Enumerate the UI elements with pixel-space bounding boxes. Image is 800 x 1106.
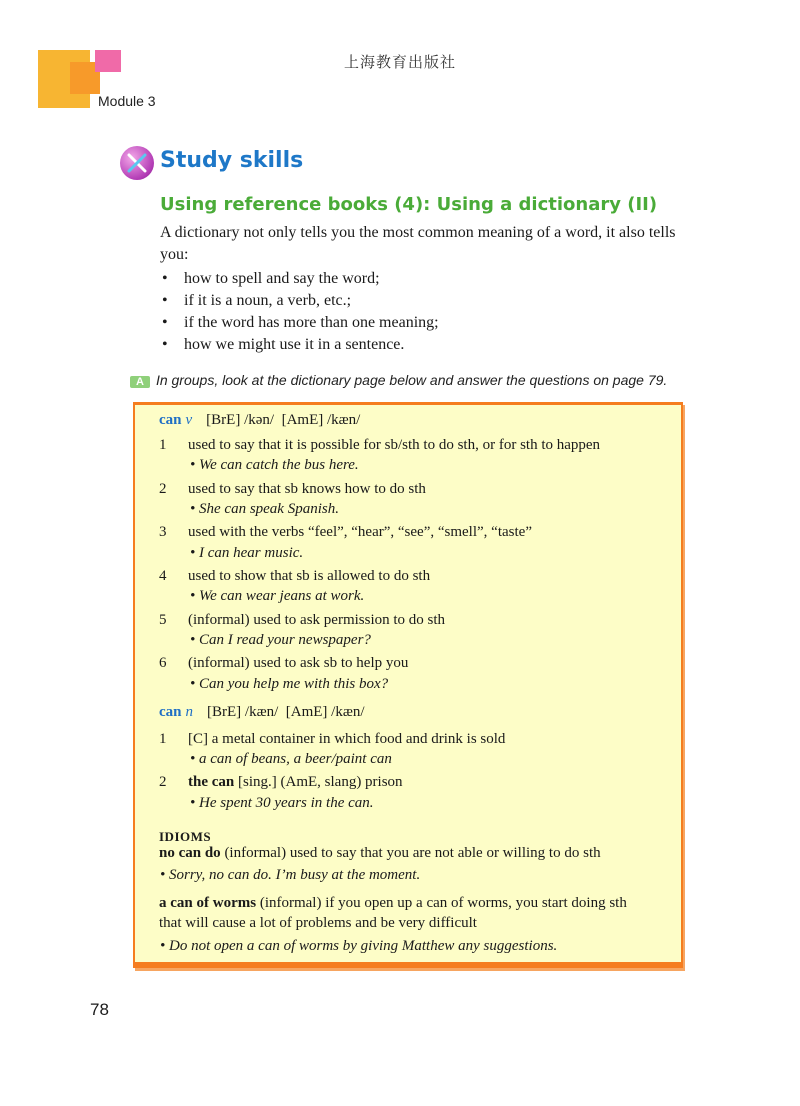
sense-example: • I can hear music. (190, 545, 304, 561)
verb-entry-header (159, 412, 360, 429)
idiom-phrase: no can do (159, 845, 221, 861)
sense-example: • We can wear jeans at work. (190, 588, 365, 604)
bre-pron: /kæn/ (244, 704, 279, 720)
sense-definition: used to show that sb is allowed to do sth (188, 568, 431, 584)
sense-number: 2 (159, 774, 167, 790)
sense-example: • He spent 30 years in the can. (190, 795, 374, 811)
headword: can (159, 704, 182, 720)
idiom-example: • Sorry, no can do. I’m busy at the moment. (160, 867, 421, 883)
sense-number: 1 (159, 437, 167, 453)
bullet-list (160, 268, 680, 356)
section-subtitle: Using reference books (4): Using a dictionary (II) (160, 194, 658, 215)
sense-term: the can (188, 774, 235, 790)
idiom-example: • Do not open a can of worms by giving Matthew any suggestions. (160, 938, 558, 954)
sense-example: • a can of beans, a beer/paint can (190, 751, 392, 767)
idiom-def-text: (informal) used to say that you are not able or willing to do sth (220, 845, 601, 861)
noun-entry-header (159, 704, 365, 721)
list-item: • how to spell and say the word; (160, 268, 680, 290)
section-title: Study skills (160, 148, 304, 173)
ame-pron: /kæn/ (326, 412, 361, 428)
study-skills-icon (120, 146, 154, 180)
sense-number: 2 (159, 481, 167, 497)
sense-def-text: [sing.] (AmE, slang) prison (234, 774, 403, 790)
bre-pron: /kən/ (244, 412, 275, 428)
sense-number: 3 (159, 524, 167, 540)
ame-label: [AmE] (285, 704, 328, 720)
sense-example: • We can catch the bus here. (190, 457, 359, 473)
bre-label: [BrE] (206, 412, 241, 428)
sense-number: 4 (159, 568, 167, 584)
ame-label: [AmE] (281, 412, 324, 428)
headword: can (159, 412, 182, 428)
sense-example: • Can you help me with this box? (190, 676, 389, 692)
sense-definition: used to say that it is possible for sb/sth to do sth, or for sth to happen (188, 437, 601, 453)
sense-example: • Can I read your newspaper? (190, 632, 371, 648)
ame-pron: /kæn/ (331, 704, 365, 720)
sense-number: 6 (159, 655, 167, 671)
intro-paragraph: A dictionary not only tells you the most common meaning of a word, it also tells you: (160, 224, 676, 263)
bre-label: [BrE] (207, 704, 242, 720)
sense-definition (188, 774, 403, 791)
page-number: 78 (90, 1000, 109, 1019)
module-label: Module 3 (98, 93, 156, 109)
list-item: • how we might use it in a sentence. (160, 334, 680, 356)
part-of-speech: v (185, 412, 193, 428)
sense-example: • She can speak Spanish. (190, 501, 339, 517)
instruction (130, 372, 667, 388)
idioms-label: IDIOMS (159, 829, 212, 844)
part-of-speech: n (185, 704, 193, 720)
idiom-definition (159, 845, 601, 862)
publisher-name: 上海教育出版社 (343, 53, 456, 71)
sense-number: 1 (159, 731, 167, 747)
sense-definition: (informal) used to ask sb to help you (188, 655, 409, 671)
idiom-definition (159, 895, 627, 912)
sense-definition: [C] a metal container in which food and drink is sold (188, 731, 506, 747)
list-item: • if it is a noun, a verb, etc.; (160, 290, 680, 312)
idiom-definition-continued: that will cause a lot of problems and be very difficult (159, 915, 477, 931)
instruction-badge: A (130, 376, 150, 388)
sense-definition: used to say that sb knows how to do sth (188, 481, 426, 497)
idiom-phrase: a can of worms (159, 895, 257, 911)
sense-definition: used with the verbs “feel”, “hear”, “see”, “smell”, “taste” (188, 524, 532, 540)
sense-definition: (informal) used to ask permission to do sth (188, 612, 446, 628)
instruction-text: In groups, look at the dictionary page below and answer the questions on page 79. (155, 372, 668, 388)
list-item: • if the word has more than one meaning; (160, 312, 680, 334)
idiom-def-text: (informal) if you open up a can of worms, you start doing sth (256, 895, 627, 911)
sense-number: 5 (159, 612, 167, 628)
